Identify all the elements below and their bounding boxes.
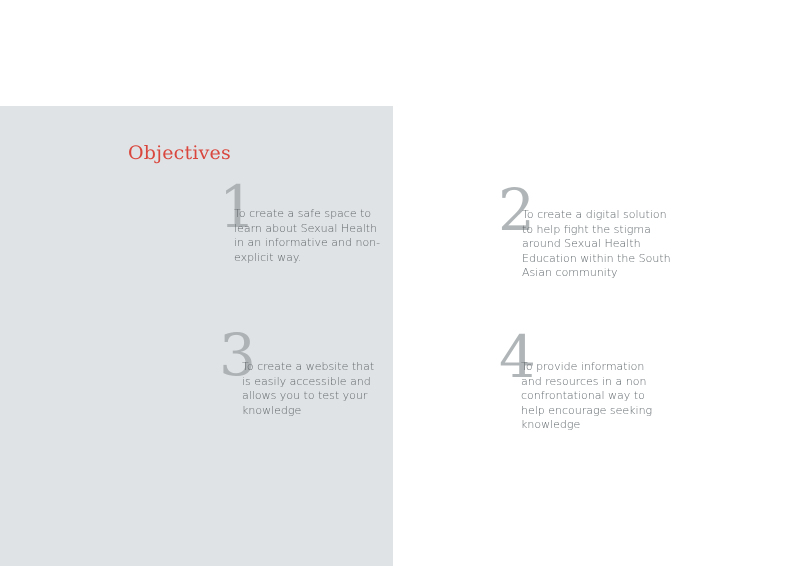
objective-number-2: 2 [498, 176, 535, 244]
objective-text-3: To create a website that is easily accessible and allows you to test your knowledge [242, 360, 375, 417]
objective-text-1: To create a safe space to learn about Sexual Health in an informative and non- explicit way. [234, 207, 381, 264]
left-panel-background [0, 106, 393, 566]
page-title: Objectives [128, 142, 231, 164]
objective-text-4: To provide information and resources in a non confrontational way to help encourage seeking knowledge [521, 360, 653, 431]
objective-number-1: 1 [219, 173, 256, 241]
objective-number-3: 3 [219, 321, 256, 389]
objective-text-2: To create a digital solution to help fight the stigma around Sexual Health Education within the South Asian community [522, 208, 671, 279]
objective-number-4: 4 [499, 323, 536, 391]
